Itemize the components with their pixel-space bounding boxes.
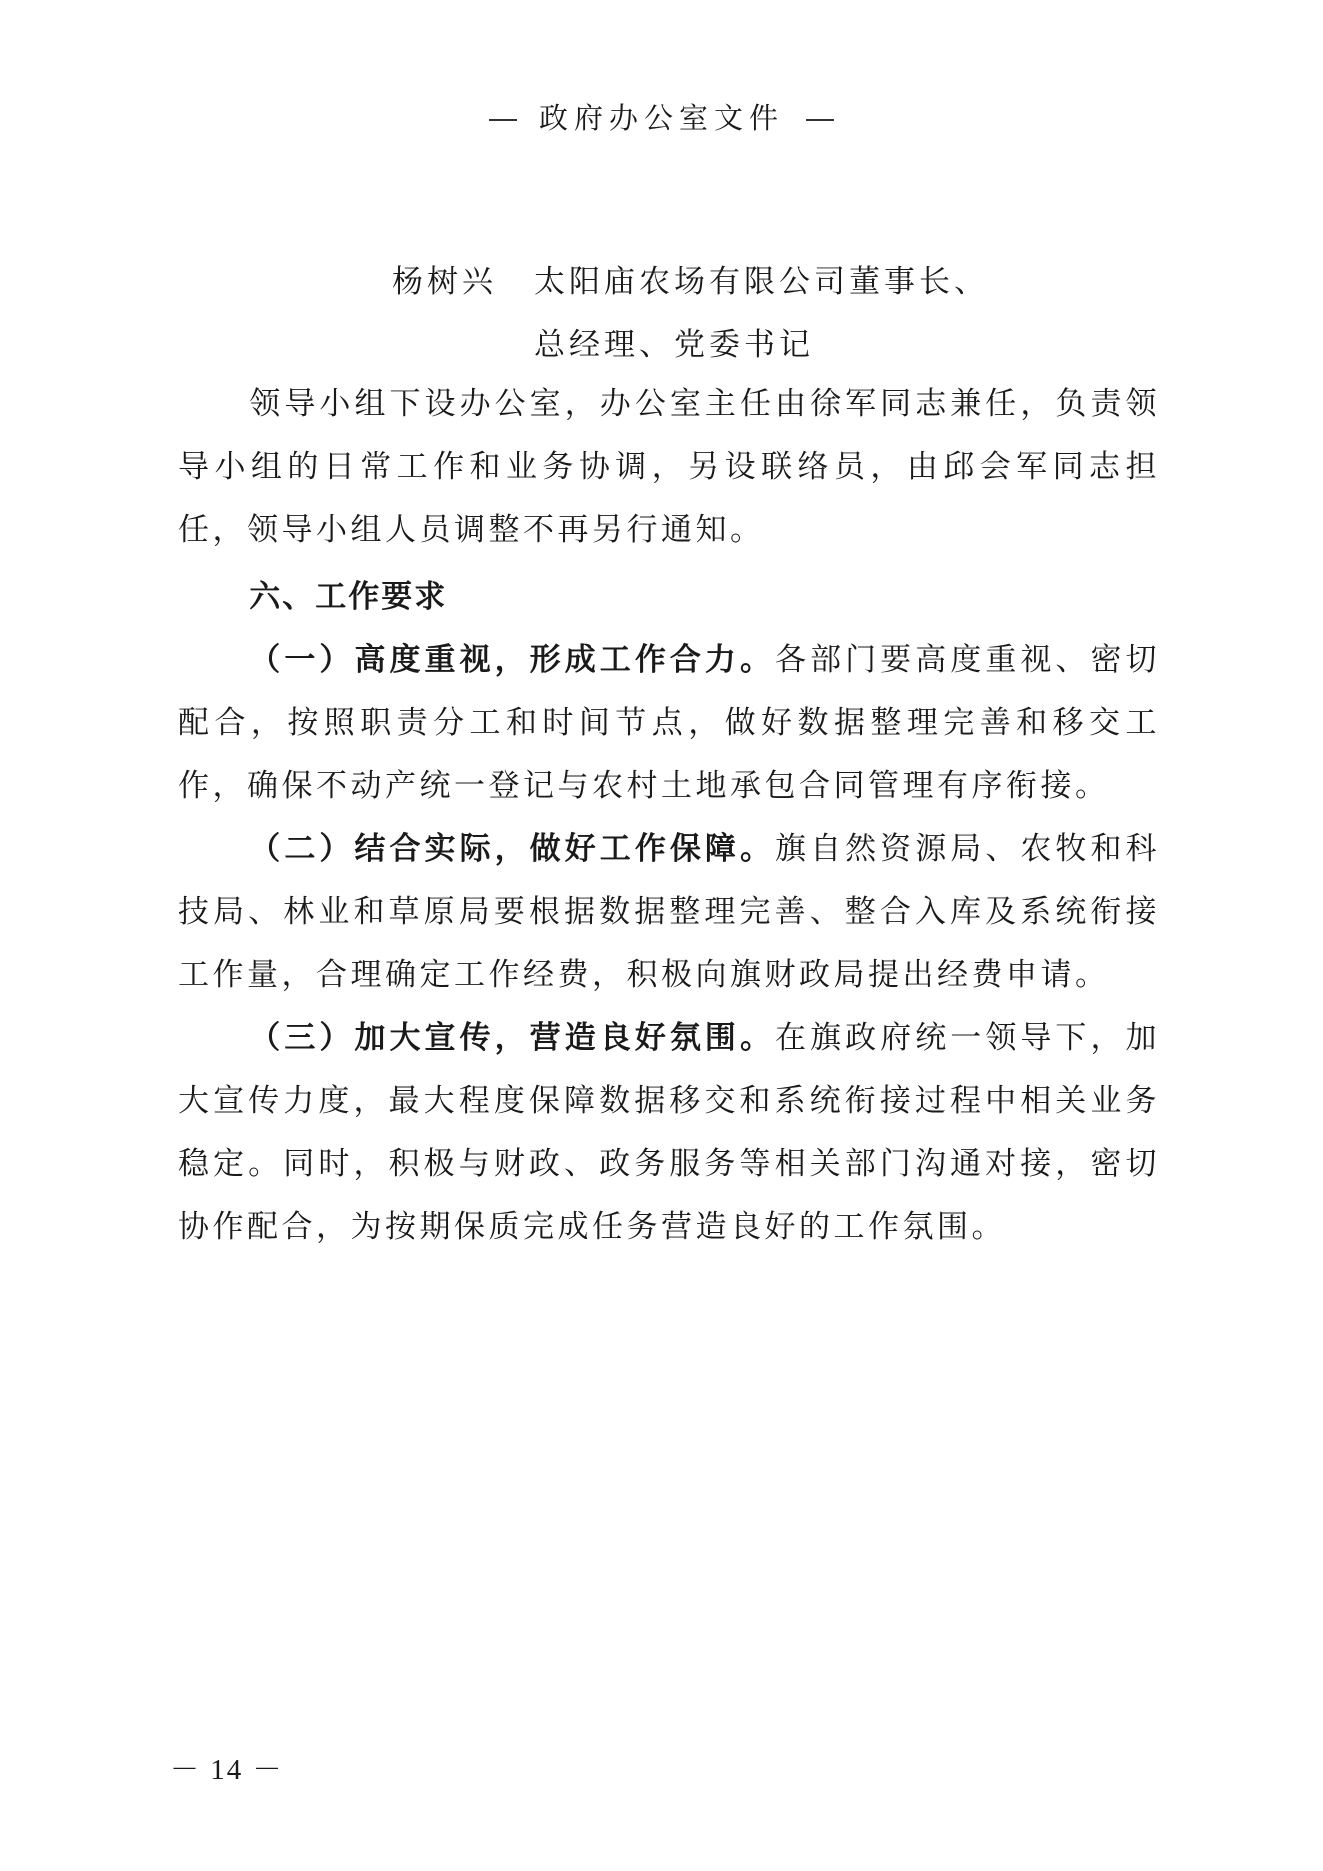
requirement-item-3-text: 在旗政府统一领导下，加大宣传力度，最大程度保障数据移交和系统衔接过程中相关业务稳定。同时，积极与财政、政务服务等相关部门沟通对接，密切协作配合，为按期保质完成任务营造良好的工作氛围。 [178,1020,1161,1245]
requirement-item-1-lead: （一）高度重视，形成工作合力。 [249,642,776,678]
requirement-item-2-lead: （二）结合实际，做好工作保障。 [249,831,776,867]
requirement-item-2-text: 旗自然资源局、农牧和科技局、林业和草原局要根据数据整理完善、整合入库及系统衔接工作量，合理确定工作经费，积极向旗财政局提出经费申请。 [178,831,1161,993]
header-dash-right [806,119,834,121]
section-heading-wrap [178,566,1160,629]
requirement-item-3 [178,1007,1160,1259]
header-dash-left [489,119,517,121]
page-number: － 14 － [170,1754,284,1786]
requirement-item-1 [178,629,1160,818]
header-title: 政府办公室文件 [538,101,784,135]
signer-title-line-2: 总经理、党委书记 [534,327,814,363]
requirement-item-2 [178,818,1160,1007]
signer-line-2 [534,325,814,365]
office-paragraph: 领导小组下设办公室，办公室主任由徐军同志兼任，负责领导小组的日常工作和业务协调，另设联络员，由邱会军同志担任，领导小组人员调整不再另行通知。 [178,386,1160,548]
signer-title-line-1: 太阳庙农场有限公司董事长、 [534,264,989,300]
document-header [0,98,1323,138]
section-heading: 六、工作要求 [249,579,448,615]
requirement-item-3-lead: （三）加大宣传，营造良好氛围。 [249,1020,776,1056]
signer-line-1 [392,262,989,302]
requirement-item-1-text: 各部门要高度重视、密切配合，按照职责分工和时间节点，做好数据整理完善和移交工作，确保不动产统一登记与农村土地承包合同管理有序衔接。 [178,642,1161,804]
document-body [178,373,1160,1259]
signer-name: 杨树兴 [392,264,497,300]
